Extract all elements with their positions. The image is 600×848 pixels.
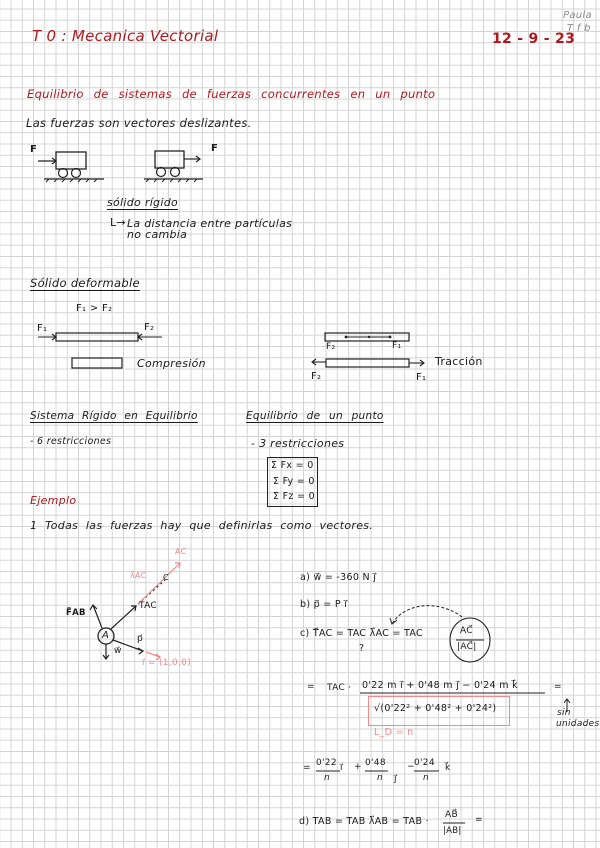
- p-label: p⃗: [137, 634, 144, 644]
- author-name: Paula: [563, 10, 592, 21]
- point-equilibrium-heading: Equilibrio de un punto: [246, 410, 384, 422]
- sin-unidades-1: sin: [557, 708, 571, 718]
- traction-bottom-f1: F₁: [416, 372, 427, 383]
- eq-denominator: √(0'22² + 0'48² + 0'24²): [374, 703, 497, 714]
- result-num-3: 0'24: [414, 758, 435, 768]
- solid-rigid-note-1: La distancia entre partículas: [127, 217, 293, 230]
- tension-ac-label: TAC: [139, 601, 157, 611]
- traction-top-f2: F₂: [326, 342, 336, 352]
- equation-fy: Σ Fy = 0: [273, 476, 315, 487]
- point-equilibrium-restrictions: - 3 restricciones: [251, 437, 345, 450]
- force-label-right: F: [211, 143, 219, 154]
- traction-bottom-f2: F₂: [311, 371, 322, 382]
- equation-fz: Σ Fz = 0: [273, 491, 315, 502]
- result-vec-1: i⃗: [340, 763, 343, 773]
- result-den-3: n: [423, 773, 430, 783]
- step-a: a) w⃗ = -360 N j⃗: [300, 572, 377, 583]
- step-c-question: ?: [359, 643, 365, 654]
- author-initials: T f b: [567, 23, 591, 34]
- d-frac-numerator: AB⃗: [445, 810, 458, 820]
- result-vec-2: j⃗: [394, 774, 397, 784]
- node-a: A: [102, 630, 110, 641]
- step-c: c) T⃗AC = TAC λ⃗AC = TAC: [300, 628, 423, 639]
- point-c-label: C: [163, 573, 169, 582]
- eq-prefix: =: [307, 682, 315, 692]
- force-label-left: F: [30, 144, 38, 155]
- result-minus: −: [407, 762, 415, 772]
- frac-ac-numerator: AC⃗: [460, 626, 473, 636]
- solid-rigid-title: sólido rígido: [107, 196, 179, 209]
- result-num-2: 0'48: [365, 758, 386, 768]
- force-ab-label: F⃗AB: [66, 608, 86, 618]
- eq-numerator: 0'22 m i⃗ + 0'48 m j⃗ − 0'24 m k⃗: [362, 680, 518, 691]
- compression-label: Compresión: [137, 357, 206, 370]
- compression-f2-label: F₂: [144, 322, 155, 333]
- d-equals: =: [475, 815, 483, 825]
- traction-top-f1: F₁: [392, 341, 402, 351]
- ac-label: AC: [175, 547, 187, 556]
- rigid-system-heading: Sistema Rígido en Equilibrio: [30, 410, 198, 422]
- section-heading-equilibrium: Equilibrio de sistemas de fuerzas concurrentes en un punto: [27, 87, 436, 101]
- rigid-system-restrictions: - 6 restricciones: [30, 436, 112, 447]
- result-den-2: n: [377, 773, 384, 783]
- eq-equals: =: [554, 682, 562, 692]
- ld-note: L_D = n: [374, 727, 414, 738]
- section-heading-deformable: Sólido deformable: [30, 276, 140, 290]
- example-note: 1 Todas las fuerzas hay que definirlas como vectores.: [30, 519, 374, 532]
- force-condition: F₁ > F₂: [76, 303, 113, 314]
- weight-label: w⃗: [114, 646, 122, 656]
- result-den-1: n: [324, 773, 331, 783]
- step-d: d) TAB = TAB λ⃗AB = TAB ·: [299, 816, 429, 827]
- solid-rigid-note-2: no cambia: [127, 228, 188, 241]
- arrow-prefix: L→: [110, 216, 126, 229]
- frac-ac-denominator: |AC⃗|: [457, 642, 477, 652]
- date: 12 - 9 - 23: [492, 31, 576, 47]
- result-prefix: =: [303, 763, 311, 773]
- result-num-1: 0'22: [316, 758, 337, 768]
- result-vec-3: k⃗: [445, 763, 451, 773]
- example-heading: Ejemplo: [30, 494, 77, 507]
- page-title: T 0 : Mecanica Vectorial: [32, 27, 219, 45]
- sin-unidades-2: unidades: [556, 719, 600, 729]
- d-frac-denominator: |AB|: [443, 826, 462, 836]
- equation-fx: Σ Fx = 0: [271, 460, 314, 471]
- intro-text: Las fuerzas son vectores deslizantes.: [26, 116, 252, 130]
- lambda-ac-label: λ⃗AC: [130, 571, 147, 580]
- eq-tac: TAC ·: [327, 683, 352, 693]
- compression-f1-label: F₁: [37, 323, 48, 334]
- traction-label: Tracción: [435, 355, 483, 368]
- result-plus: +: [354, 762, 362, 772]
- i-unit-vector-label: i⃗ = (1,0,0): [142, 658, 191, 668]
- step-b: b) p⃗ = P i⃗: [300, 599, 348, 610]
